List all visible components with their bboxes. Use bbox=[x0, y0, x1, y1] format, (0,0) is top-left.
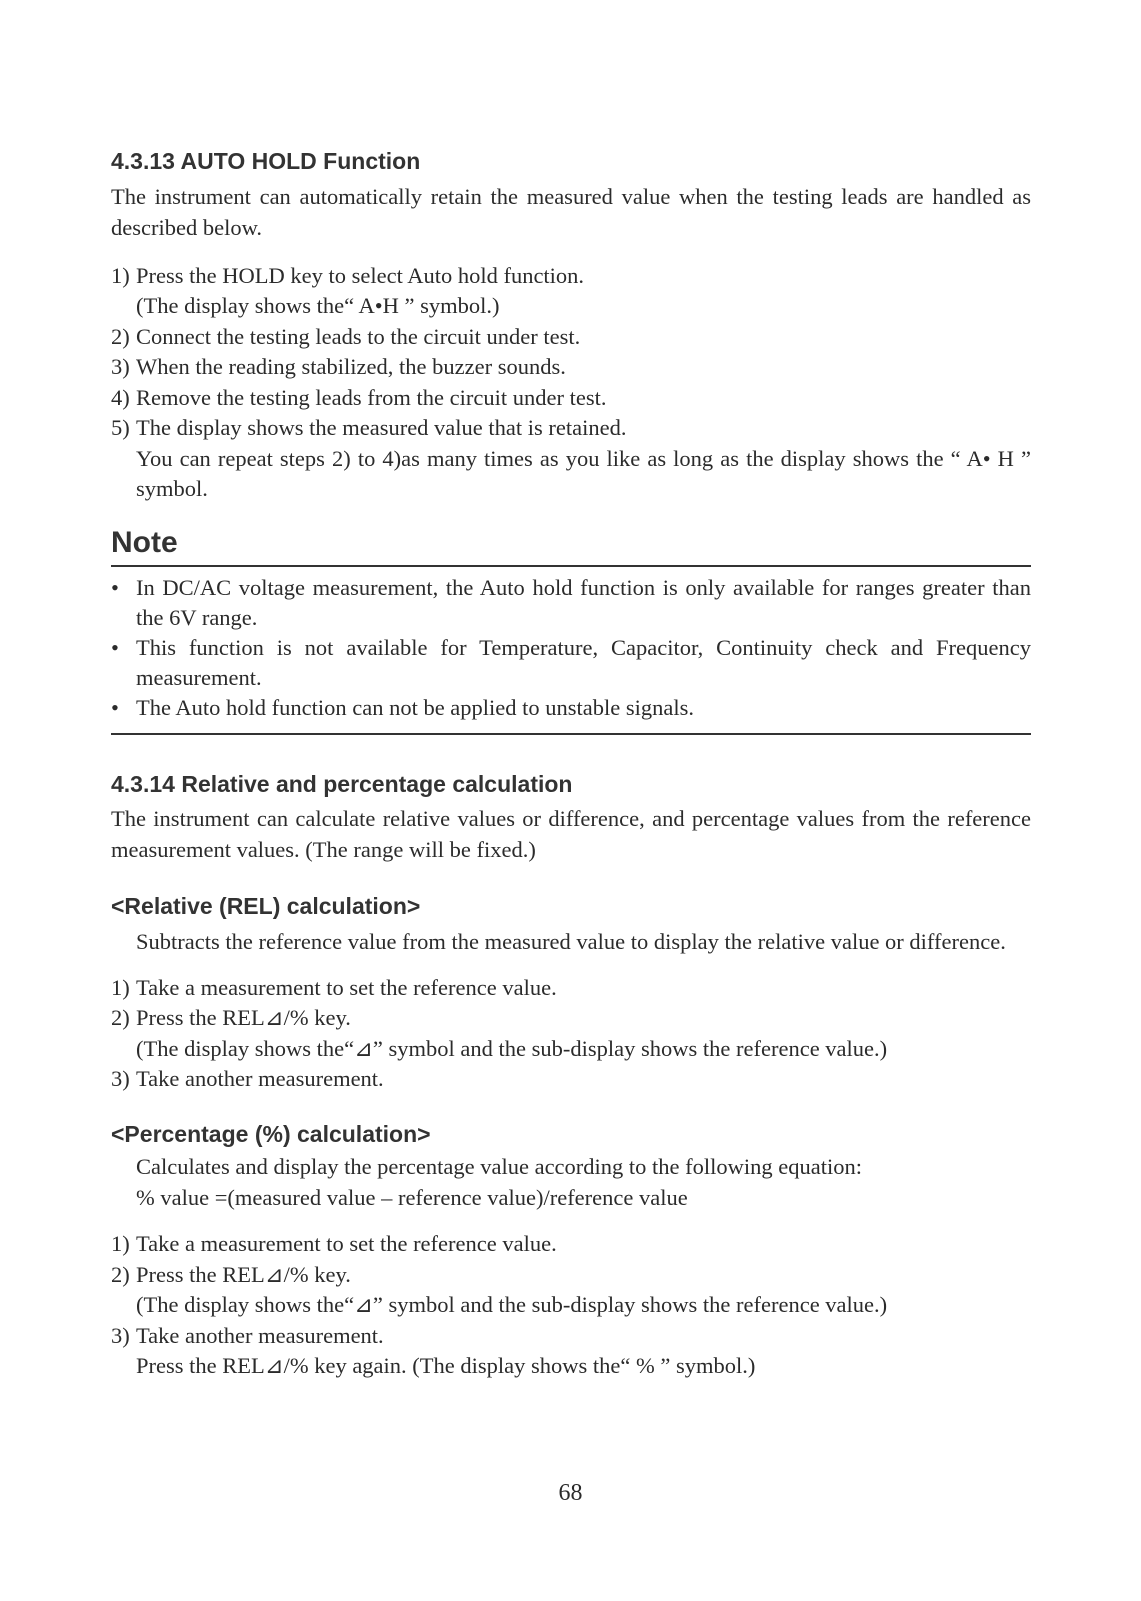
step-row: 3) Take another measurement. bbox=[111, 1322, 384, 1348]
note-top-rule bbox=[111, 565, 1031, 567]
pct-calc-desc: Calculates and display the percentage value according to the following equation: bbox=[136, 1154, 862, 1180]
step-row: 1) Press the HOLD key to select Auto hold function. bbox=[111, 262, 585, 288]
note-bullets bbox=[111, 573, 1031, 723]
note-title: Note bbox=[111, 525, 178, 559]
step-row: 3) When the reading stabilized, the buzzer sounds. bbox=[111, 354, 566, 380]
section-heading-auto-hold: 4.3.13 AUTO HOLD Function bbox=[111, 148, 421, 174]
rel-calc-steps bbox=[111, 973, 1031, 1095]
bullet-icon: • bbox=[111, 694, 119, 720]
bullet-icon: • bbox=[111, 634, 119, 660]
manual-page bbox=[111, 148, 1031, 1382]
step-row: 5) The display shows the measured value that is retained. bbox=[111, 415, 627, 441]
auto-hold-intro: The instrument can automatically retain the measured value when the testing leads are handled as described below. bbox=[111, 183, 1031, 240]
step-row: 2) Press the REL⊿/% key. bbox=[111, 1005, 351, 1031]
section-heading-relative: 4.3.14 Relative and percentage calculation bbox=[111, 770, 573, 797]
step-row: 2) Press the REL⊿/% key. bbox=[111, 1261, 351, 1287]
pct-calc-equation: % value =(measured value – reference value)/reference value bbox=[136, 1184, 688, 1210]
step-row: You can repeat steps 2) to 4)as many times as you like as long as the display shows the “ A• H ” symbol. bbox=[136, 445, 1031, 502]
pct-calc-heading: <Percentage (%) calculation> bbox=[111, 1120, 431, 1147]
page-number: 68 bbox=[558, 1480, 583, 1506]
step-row: 3) Take another measurement. bbox=[111, 1066, 384, 1092]
relative-intro: The instrument can calculate relative values or difference, and percentage values from the reference measurement values. (The range will be fixed.) bbox=[111, 806, 1031, 863]
auto-hold-steps bbox=[111, 261, 1031, 505]
step-row: (The display shows the“⊿” symbol and the sub-display shows the reference value.) bbox=[136, 1035, 888, 1061]
step-row: (The display shows the“⊿” symbol and the sub-display shows the reference value.) bbox=[136, 1292, 888, 1318]
step-row: (The display shows the“ A•H ” symbol.) bbox=[136, 293, 500, 319]
step-row: 2) Connect the testing leads to the circuit under test. bbox=[111, 323, 581, 349]
step-row: 1) Take a measurement to set the reference value. bbox=[111, 1231, 557, 1257]
note-bottom-rule bbox=[111, 733, 1031, 735]
step-row: 4) Remove the testing leads from the circuit under test. bbox=[111, 384, 607, 410]
step-row: 1) Take a measurement to set the reference value. bbox=[111, 974, 557, 1000]
bullet-icon: • bbox=[111, 574, 119, 600]
note-bullet: • The Auto hold function can not be applied to unstable signals. bbox=[111, 693, 1031, 723]
rel-calc-heading: <Relative (REL) calculation> bbox=[111, 893, 421, 920]
note-bullet: • This function is not available for Temperature, Capacitor, Continuity check and Frequency measurement. bbox=[111, 633, 1031, 693]
step-row: Press the REL⊿/% key again. (The display shows the“ % ” symbol.) bbox=[136, 1353, 756, 1379]
rel-calc-desc: Subtracts the reference value from the measured value to display the relative value or difference. bbox=[136, 928, 1006, 954]
note-bullet: • In DC/AC voltage measurement, the Auto hold function is only available for ranges greater than the 6V range. bbox=[111, 573, 1031, 633]
pct-calc-steps bbox=[111, 1229, 1031, 1382]
